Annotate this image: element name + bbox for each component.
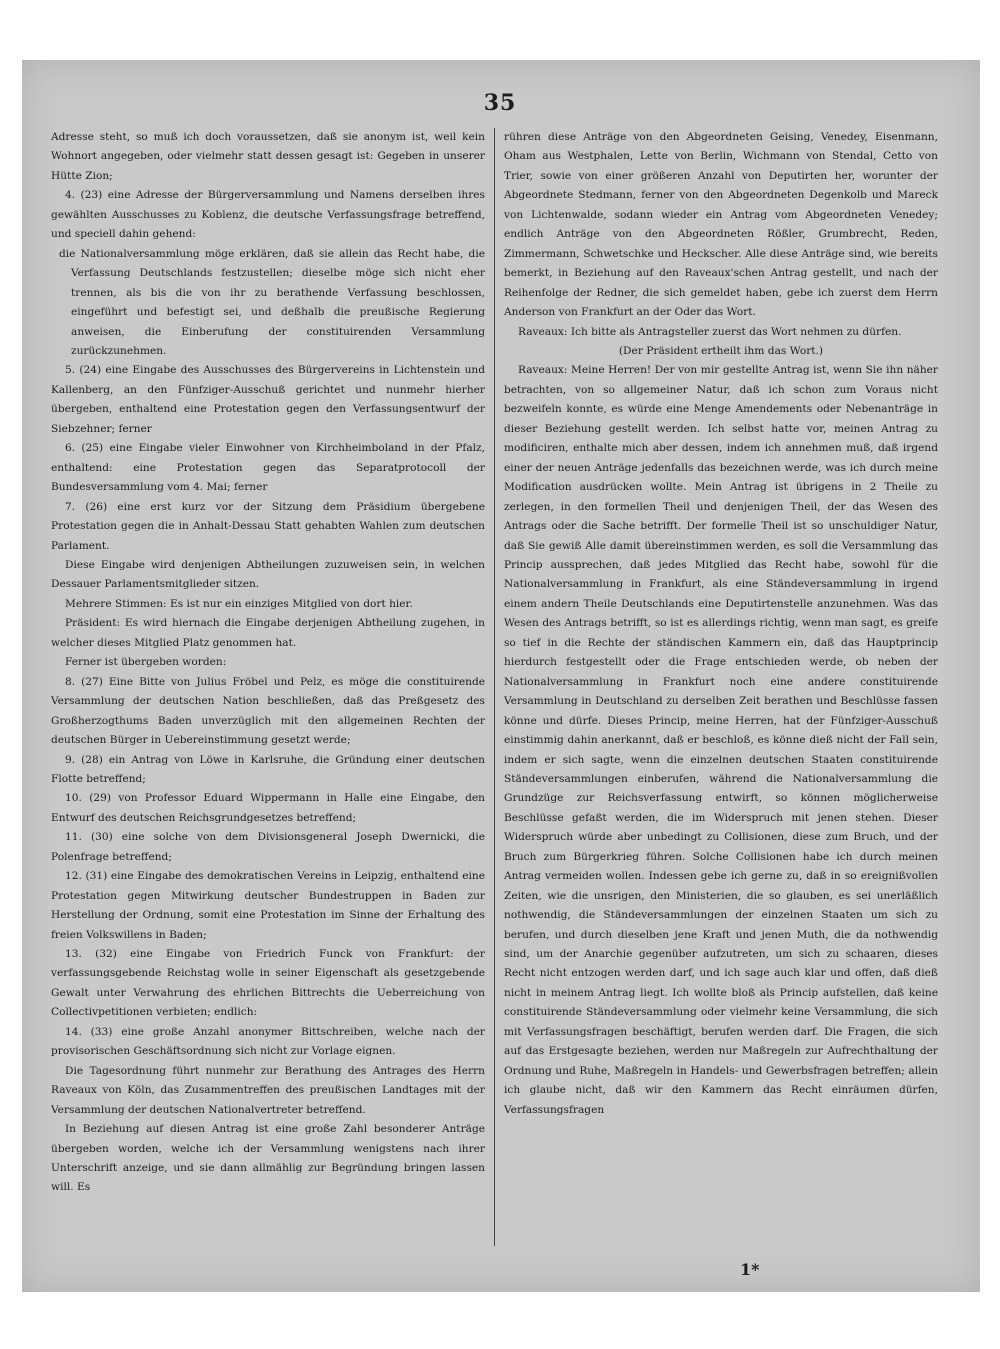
printer-signature: 1* [740,1260,760,1279]
left-paragraph: 5. (24) eine Eingabe des Ausschusses des Bürgervereins in Lichtenstein und Kallenberg, an den Fünfziger-Ausschuß gerichtet und nunmehr hierher übergeben, enthaltend eine Protestation gegen den Verfassungsentwurf der Siebzehner; ferner [51,364,485,435]
left-paragraph: Mehrere Stimmen: Es ist nur ein einziges Mitglied von dort hier. [65,597,413,610]
right-paragraph: Raveaux: Ich bitte als Antragsteller zuerst das Wort nehmen zu dürfen. [518,325,902,338]
left-paragraph: 13. (32) eine Eingabe von Friedrich Funck von Frankfurt: der verfassungsgebende Reichstag wolle in seiner Eigenschaft als gesetzgebende Gewalt unter Verwahrung des ehrlichen Bittrechts die Ueberreichung von Collectivpetitionen verbieten; endlich: [51,948,485,1019]
right-column [504,128,938,1120]
left-paragraph: Die Tagesordnung führt nunmehr zur Berathung des Antrages des Herrn Raveaux von Köln, das Zusammentreffen des preußischen Landtages mit der Versammlung der deutschen Nationalvertreter betreffend. [51,1064,485,1116]
left-paragraph: 4. (23) eine Adresse der Bürgerversammlung und Namens derselben ihres gewählten Ausschusses zu Koblenz, die deutsche Verfassungsfrage betreffend, und speciell dahin gehend: [51,189,485,241]
left-paragraph: die Nationalversammlung möge erklären, daß sie allein das Recht habe, die Verfassung Deutschlands festzustellen; dieselbe möge sich nicht eher trennen, als bis die von ihr zu berathende Verfassung beschlossen, eingeführt und befestigt sei, und deßhalb die preußische Regierung anweisen, die Einberufung der constituirenden Versammlung zurückzunehmen. [59,247,485,357]
right-paragraph: rühren diese Anträge von den Abgeordneten Geising, Venedey, Eisenmann, Oham aus Westphalen, Lette von Berlin, Wichmann von Stendal, Cetto von Trier, sowie von einer größeren Anzahl von Deputirten her, worunter der Abgeordnete Stedmann, ferner von den Abgeordneten Degenkolb und Mareck von Lichtenwalde, sodann wieder ein Antrag vom Abgeordneten Venedey; endlich Anträge von den Abgeordneten Rößler, Grumbrecht, Reden, Zimmermann, Schwetschke und Heckscher. Alle diese Anträge sind, wie bereits bemerkt, in Beziehung auf den Raveaux'schen Antrag gestellt, und nach der Reihenfolge der Redner, die sich gemeldet haben, gebe ich zuerst dem Herrn Anderson von Frankfurt an der Oder das Wort. [504,131,938,319]
left-paragraph: 9. (28) ein Antrag von Löwe in Karlsruhe, die Gründung einer deutschen Flotte betreffend; [51,753,485,785]
left-paragraph: Präsident: Es wird hiernach die Eingabe derjenigen Abtheilung zugehen, in welcher dieses Mitglied Platz genommen hat. [51,617,485,649]
left-paragraph: 8. (27) Eine Bitte von Julius Fröbel und Pelz, es möge die constituirende Versammlung der deutschen Nation beschließen, daß das Preßgesetz des Großherzogthums Baden unverzüglich mit den allgemeinen Rechten der deutschen Bürger in Uebereinstimmung gesetzt werde; [51,675,485,747]
left-paragraph: 11. (30) eine solche von dem Divisionsgeneral Joseph Dwernicki, die Polenfrage betreffend; [51,831,485,863]
left-paragraph: 14. (33) eine große Anzahl anonymer Bittschreiben, welche nach der provisorischen Geschäftsordnung sich nicht zur Vorlage eignen. [51,1025,485,1058]
left-paragraph: 12. (31) eine Eingabe des demokratischen Vereins in Leipzig, enthaltend eine Protestation gegen Mitwirkung deutscher Bundestruppen in Baden zur Herstellung der Ordnung, somit eine Protestation im Sinne der Erhaltung des freien Volkswillens in Baden; [51,870,485,941]
left-paragraph: 6. (25) eine Eingabe vieler Einwohner von Kirchheimboland in der Pfalz, enthaltend: eine Protestation gegen das Separatprotocoll der Bundesversammlung vom 4. Mai; ferner [51,442,485,494]
page-number: 35 [483,90,517,116]
column-divider [494,128,495,1246]
left-paragraph: Adresse steht, so muß ich doch voraussetzen, daß sie anonym ist, weil kein Wohnort angegeben, oder vielmehr statt dessen gesagt ist: Gegeben in unserer Hütte Zion; [51,131,485,182]
left-paragraph: In Beziehung auf diesen Antrag ist eine große Zahl besonderer Anträge übergeben worden, welche ich der Versammlung wenigstens nach ihrer Unterschrift anzeige, und sie dann allmählig zur Begründung bringen lassen will. Es [51,1123,485,1194]
left-column [51,128,485,1198]
left-paragraph: 7. (26) eine erst kurz vor der Sitzung dem Präsidium übergebene Protestation gegen die in Anhalt-Dessau Statt gehabten Wahlen zum deutschen Parlament. [51,500,485,552]
right-paragraph: Raveaux: Meine Herren! Der von mir gestellte Antrag ist, wenn Sie ihn näher betrachten, von so allgemeiner Natur, daß ich schon zum Voraus nicht bezweifeln konnte, es würde eine Menge Amendements oder Nebenanträge in dieser Beziehung gestellt werden. Ich selbst hatte vor, meinen Antrag zu modificiren, enthalte mich aber dessen, indem ich annehmen muß, daß irgend einer der neuen Anträge jedenfalls das bezeichnen werde, was ich durch meine Modification ausdrücken wollte. Mein Antrag ist übrigens in 2 Theile zu zerlegen, in den formellen Theil und denjenigen Theil, der das Wesen des Antrags oder die Sache betrifft. Der formelle Theil ist so unschuldiger Natur, daß Sie gewiß Alle damit übereinstimmen werden, es soll die Versammlung das Princip aussprechen, daß jedes Mitglied das Recht habe, sowohl für die Nationalversammlung in Frankfurt, als eine Ständeversammlung in irgend einem andern Theile Deutschlands eine Deputirtenstelle anzunehmen. Was das Wesen des Antrags betrifft, so ist es allerdings richtig, wenn man sagt, es greife so tief in die Rechte der ständischen Kammern ein, daß das Hauptprincip hierdurch festgestellt oder die Frage entschieden werde, ob neben der Nationalversammlung in Frankfurt noch eine andere constituirende Versammlung in Deutschland zu derselben Zeit berathen und Beschlüsse fassen könne und dürfe. Dieses Princip, meine Herren, hat der Fünfziger-Ausschuß einstimmig dahin anerkannt, daß er beschloß, es könne dieß nicht der Fall sein, indem er sich sagte, wenn die einzelnen deutschen Staaten constituirende Ständeversammlungen einberufen, während die Nationalversammlung die Grundzüge zur Reichsverfassung entwirft, so können möglicherweise Beschlüsse gefaßt werden, die im Widerspruch mit jenen stehen. Dieser Widerspruch würde aber unbedingt zu Collisionen, diese zum Bruch, und der Bruch zum Bürgerkrieg führen. Solche Collisionen habe ich durch meinen Antrag vermeiden wollen. Indessen gebe ich gerne zu, daß in so ereignißvollen Zeiten, wie die unsrigen, den Ministerien, die so glauben, es sei unerläßlich nothwendig, die Ständeversammlungen der einzelnen Staaten um sich zu berufen, und durch dieselben jene Kraft und jenen Muth, die da nothwendig sind, um der Anarchie gegenüber aufzutreten, um sich zu schaaren, dieses Recht nicht entzogen werden darf, und ich sage auch klar und offen, daß dieß nicht in meinem Antrag liegt. Ich wollte bloß als Princip aufstellen, daß keine constituirende Ständeversammlung oder vielmehr keine Versammlung, die sich mit Verfassungsfragen beschäftigt, berufen werden darf. Die Fragen, die sich auf das Erstgesagte beziehen, werden nur Maßregeln zur Aufrechthaltung der Ordnung und Ruhe, Maßregeln in Handels- und Gewerbsfragen betreffen; allein ich glaube nicht, daß wir den Kammern das Recht einräumen dürfen, Verfassungsfragen [504,364,938,1116]
left-paragraph: Diese Eingabe wird denjenigen Abtheilungen zuzuweisen sein, in welchen Dessauer Parlamentsmitglieder sitzen. [51,558,485,591]
right-paragraph: (Der Präsident ertheilt ihm das Wort.) [618,344,824,357]
left-paragraph: 10. (29) von Professor Eduard Wippermann in Halle eine Eingabe, den Entwurf des deutschen Reichsgrundgesetzes betreffend; [51,792,485,824]
left-paragraph: Ferner ist übergeben worden: [65,656,227,669]
